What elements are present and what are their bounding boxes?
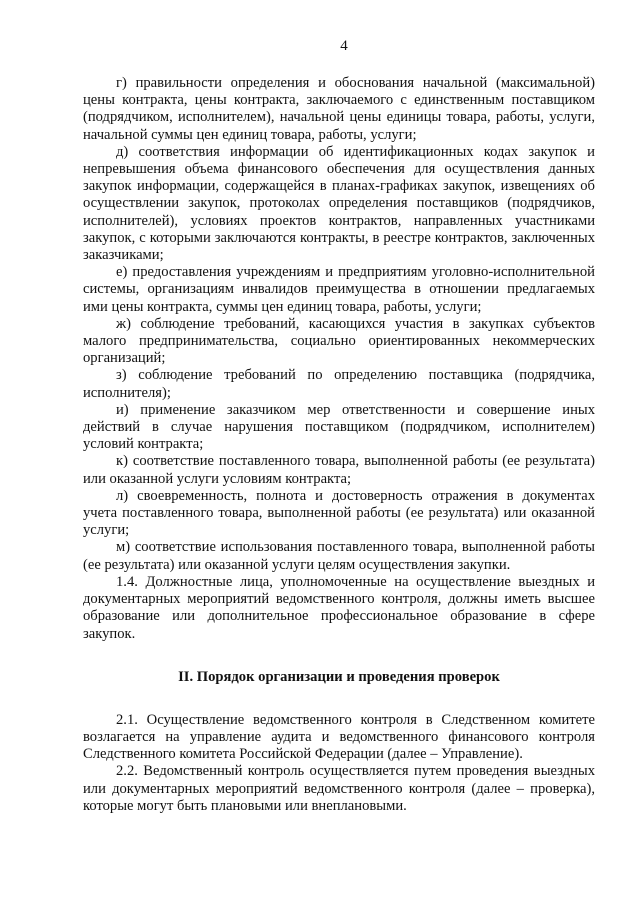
paragraph-k: к) соответствие поставленного товара, выполненной работы (ее результата) или оказанной услуги условиям контракта; [83, 453, 595, 487]
paragraph-d: д) соответствия информации об идентификационных кодах закупок и непревышения объема финансового обеспечения для осуществления данных закупок информации, содержащейся в планах-графиках закупок, извещениях об осуществлении закупок, протоколах определения поставщиков (подрядчиков, исполнителей), условиях проектов контрактов, направленных участниками закупок, с которыми заключаются контракты, в реестре контрактов, заключенных заказчиками; [83, 143, 595, 264]
paragraph-zh: ж) соблюдение требований, касающихся участия в закупках субъектов малого предпринимательства, социально ориентированных некоммерческих организаций; [83, 315, 595, 367]
paragraph-m: м) соответствие использования поставленного товара, выполненной работы (ее результата) или оказанной услуги целям осуществления закупки. [83, 539, 595, 573]
paragraph-2-1: 2.1. Осуществление ведомственного контроля в Следственном комитете возлагается на управление аудита и ведомственного финансового контроля Следственного комитета Российской Федерации (далее – Управление). [83, 711, 595, 763]
body-top [83, 75, 595, 643]
paragraph-g: г) правильности определения и обоснования начальной (максимальной) цены контракта, цены контракта, заключаемого с единственным поставщиком (подрядчиком, исполнителем), начальной цены единицы товара, работы, услуги, начальной суммы цен единиц товара, работы, услуги; [83, 75, 595, 143]
section-heading: II. Порядок организации и проведения проверок [178, 668, 500, 685]
paragraph-z: з) соблюдение требований по определению поставщика (подрядчика, исполнителя); [83, 367, 595, 401]
paragraph-2-2: 2.2. Ведомственный контроль осуществляется путем проведения выездных или документарных мероприятий ведомственного контроля (далее – проверка), которые могут быть плановыми или внеплановыми. [83, 763, 595, 814]
body-bottom [83, 712, 595, 815]
page-number: 4 [340, 38, 348, 54]
paragraph-1-4: 1.4. Должностные лица, уполномоченные на осуществление выездных и документарных мероприятий ведомственного контроля, должны иметь высшее образование или дополнительное профессиональное образование в сфере закупок. [83, 573, 595, 642]
paragraph-l: л) своевременность, полнота и достоверность отражения в документах учета поставленного товара, выполненной работы (ее результата) или оказанной услуги; [83, 487, 595, 539]
paragraph-i: и) применение заказчиком мер ответственности и совершение иных действий в случае нарушения поставщиком (подрядчиком, исполнителем) условий контракта; [83, 401, 595, 453]
paragraph-e: е) предоставления учреждениям и предприятиям уголовно-исполнительной системы, организациям инвалидов преимущества в отношении предлагаемых ими цены контракта, суммы цен единиц товара, работы, услуги; [83, 264, 595, 315]
